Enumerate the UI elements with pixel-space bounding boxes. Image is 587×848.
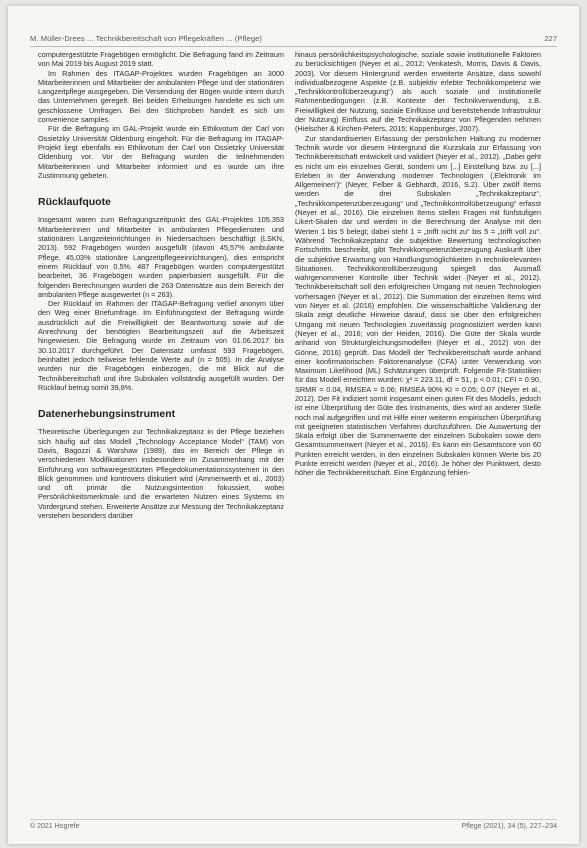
- page-footer: [30, 819, 557, 830]
- paragraph: hinaus persönlichkeitspsychologische, soziale sowie institutionelle Faktoren zu berücksichtigen (Neyer et al., 2012; Venkatesh, Morris, Davis & Davis, 2003). Vor diesem Hintergrund werden erweiterte Ansätze, dass sowohl individualbezogene Aspekte (z.B. subjektiv erlebte Technikkompetenz wie „Technikkontrollüberzeugung“) als auch soziale und institutionelle Rahmenbedingungen (z.B. Kontexte der Technikverwendung, z.B. Freiwilligkeit der Nutzung, soziale Einflüsse und bereitstehende Infrastruktur der Nutzung) Einfluss auf die Technikakzeptanz von Pflegenden nehmen (Hielscher & Kirchen-Peters, 2015; Koppenburger, 2007).: [295, 50, 541, 134]
- journal-page: [8, 6, 579, 844]
- footer-copyright: © 2021 Hogrefe: [30, 823, 80, 830]
- footer-citation: Pflege (2021), 34 (5), 227–234: [461, 823, 557, 830]
- running-header: [30, 34, 557, 47]
- paragraph: Der Rücklauf im Rahmen der ITAGAP-Befragung verlief anonym über den Weg einer Briefumfrage. Im Einführungstext der Befragung wurde ausdrücklich auf die Freiwilligkeit der Beantwortung sowie auf die Anrechnung der benötigten Bearbeitungszeit auf die Arbeitszeit hingewiesen. Die Befragung wurde im Zeitraum von 01.06.2017 bis 30.10.2017 durchgeführt. Der Datensatz umfasst 593 Fragebögen, beinhaltet jedoch teilweise fehlende Werte auf (n = 505). In die Analyse wurden nur die Fragebögen einbezogen, die mit Blick auf die Technikbereitschaft und ihre Subskalen vollständig ausgefüllt wurden. Der Rücklauf betrug somit 39,8%.: [38, 299, 284, 392]
- paragraph: Zur standardisierten Erfassung der persönlichen Haltung zu moderner Technik wurde vor diesem Hintergrund die Kurzskala zur Erfassung von Technikbereitschaft entwickelt und validiert (Neyer et al., 2012). „Dabei geht es nicht um ein einzelnes Gerät, sondern um [...] Einstellung bzw. zu [...] Erleben in der Anwendung moderner Technologien (‚Elektronik im Allgemeinen‘)“ (Neyer, Felber & Gebhardt, 2016, S.2). Über zwölf Items werden die drei Subskalen „Technikakzeptanz“, „Technikkompetenzüberzeugung“ und „Technikkontrollüberzeugung“ erfasst (Neyer et al., 2016). Die einzelnen Items stellen Fragen mit fünfstufigen Likert-Skalen dar und werden in die Berechnung der Analyse mit den Werten 1 bis 5 belegt; dabei steht 1 = „trifft nicht zu“ bis 5 = „trifft voll zu“. Während Technikakzeptanz die subjektive Bewertung technologischen Fortschritts beschreibt, gibt Technikkompetenzüberzeugung Auskunft über die subjektive Erwartung von Handlungsmöglichkeiten in technikrelevanten Situationen. Technikkontrollüberzeugung spiegelt das Ausmaß wahrgenommener Kontrolle über Technik wider (Neyer et al., 2012). Technikbereitschaft soll den erfolgreichen Umgang mit neuen Technologien vorhersagen (Neyer et al., 2012). Die Summation der einzelnen Items wird von Neyer et al. (2016) empfohlen. Die wissenschaftliche Validierung der Skala zeigt deutliche Hinweise darauf, dass sie über den erfolgreichen Umgang mit neuen Technologien zuverlässig prognostiziert werden kann (Neyer et al., 2016; von der Heiden, 2016). Die Güte der Skala wurde anhand von Strukturgleichungsmodellen (Neyer et al., 2012) von der Gönne, 2016) geprüft. Das Modell der Technikbereitschaft wurde anhand einer konfirmatorischen Faktorenanalyse (CFA) unter Verwendung von Maximum Likelihood (ML) Schätzungen überprüft. Folgende Fit-Statistiken für das Modell erreichten wurden: χ² = 223.11, df = 51, p < 0.01; CFI = 0.90, SRMR = 0.04, RMSEA = 0.06; RMSEA 90% KI = 0.05; 0.07 (Neyer et al., 2012). Der Fit indiziert somit insgesamt einen guten Fit des Modells, jedoch ist eine Überprüfung der Güte des Instruments, dies wird an anderer Stelle noch mal aufgegriffen und mit Hilfe einer weiteren empirischen Überprüfung mit geeigneten statistischen Verfahren durchzuführen. Die Auswertung der Skala erfolgt über die Summenwerte der einzelnen Subskalen sowie dem Gesamtsummenwert (Neyer et al., 2016). Es kann ein Gesamtscore von 60 Punkten erreicht werden, in den einzelnen Subskalen können Werte bis 20 Punkte erreicht werden (Neyer et al., 2016). Je höher der Punktwert, desto höher die Technikbereitschaft. Eine Ergänzung fehlen-: [295, 133, 541, 478]
- paragraph: computergestützte Fragebögen ermöglicht. Die Befragung fand im Zeitraum von Mai 2019 bis August 2019 statt.: [38, 50, 284, 69]
- running-header-title: M. Müller-Drees ... Technikbereitschaft von Pflegekräften ... (Pflege): [30, 34, 262, 43]
- paragraph: Im Rahmen des ITAGAP-Projektes wurden Fragebögen an 3000 Mitarbeiterinnen und Mitarbeiter der ambulanten Pflege und der stationären Langzeitpflege ausgegeben. Die Versendung der Bögen wurde intern durch das Unternehmen geregelt. Bei beiden Erhebungen handelte es sich um geschlossene Umfragen. Bei den Stichproben handelt es sich um convenience samples.: [38, 68, 284, 125]
- page-number: 227: [544, 34, 557, 43]
- left-column: [38, 50, 284, 520]
- paragraph: Für die Befragung im GAL-Projekt wurde ein Ethikvotum der Carl von Ossietzky Universität Oldenburg eingeholt. Für die Befragung im ITAGAP-Projekt liegt ebenfalls ein Ethikvotum der Carl von Ossietzky Universität Oldenburg vor. Vor der Befragung wurden die teilnehmenden Mitarbeiterinnen und Mitarbeiter informiert und es wurde um ihre Zustimmung gebeten.: [38, 124, 284, 180]
- paragraph: Insgesamt waren zum Befragungszeitpunkt des GAL-Projektes 105.353 Mitarbeiterinnen und Mitarbeiter in ambulanten Pflegediensten und stationären Langzeiteinrichtungen in Niedersachsen beschäftigt (LSKN, 2013). 592 Fragebögen wurden ausgefüllt (davon 45,57% ambulante Pflege, 45,03% stationäre Langzeitpflegeeinrichtungen), dies entspricht einem Rücklauf von 0,5%. 487 Fragebögen wurden computergestützt bearbeitet, 36 Fragebögen wurden papierbasiert ausgefüllt. Für die folgenden Berechnungen wurden die 263 Datensätze aus dem Bereich der ambulanten Pflege ausgewertet (n = 263).: [38, 215, 284, 299]
- section-heading-ruecklaufquote: Rücklaufquote: [38, 196, 111, 209]
- paragraph: Theoretische Überlegungen zur Technikakzeptanz in der Pflege beziehen sich häufig auf das Modell „Technology Acceptance Model“ (TAM) von Davis, Bagozzi & Warshaw (1989), das im Bereich der Pflege in verschiedenen Modifikationen insbesondere im Zusammenhang mit der Einführung von softwaregestützten Pflegedokumentationssystemen in den Blick genommen und kontrovers diskutiert wird (Ammenwerth et al., 2003) und oft primär die Nutzungsintention fokussiert, wobei Persönlichkeitsmerkmale und die erwarteten Nutzen eines Systems im Vordergrund stehen. Erweiterte Ansätze zur Messung der Technikakzeptanz verstehen besonders darüber: [38, 427, 284, 521]
- section-heading-datenerhebungsinstrument: Datenerhebungsinstrument: [38, 408, 176, 421]
- right-column: [295, 50, 541, 478]
